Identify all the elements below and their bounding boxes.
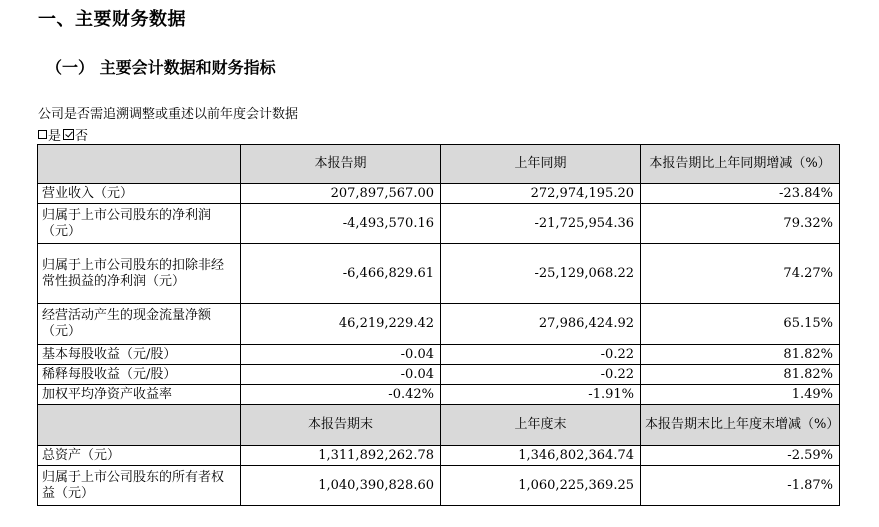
header-current-period: 本报告期 <box>241 145 441 184</box>
change-value: 81.82% <box>641 345 840 365</box>
checked-box-icon <box>63 129 74 140</box>
row-label: 归属于上市公司股东的扣除非经常性损益的净利润（元） <box>38 244 241 304</box>
row-label: 经营活动产生的现金流量净额（元） <box>38 304 241 345</box>
change-value: -1.87% <box>641 466 840 506</box>
header-period-end: 本报告期末 <box>241 405 441 446</box>
change-value: 74.27% <box>641 244 840 304</box>
change-value: 1.49% <box>641 385 840 405</box>
current-value: 1,040,390,828.60 <box>241 466 441 506</box>
table-row <box>38 365 840 385</box>
section-title: 一、主要财务数据 <box>38 9 186 30</box>
change-value: 79.32% <box>641 204 840 244</box>
previous-value: 1,060,225,369.25 <box>441 466 641 506</box>
table-row <box>38 446 840 466</box>
previous-value: -1.91% <box>441 385 641 405</box>
option-no-label: 否 <box>75 129 89 144</box>
current-value: 207,897,567.00 <box>241 184 441 204</box>
current-value: -4,493,570.16 <box>241 204 441 244</box>
row-label: 营业收入（元） <box>38 184 241 204</box>
previous-value: 27,986,424.92 <box>441 304 641 345</box>
row-label: 加权平均净资产收益率 <box>38 385 241 405</box>
subsection-title: （一） 主要会计数据和财务指标 <box>46 58 276 77</box>
restatement-question: 公司是否需追溯调整或重述以前年度会计数据 <box>38 107 299 122</box>
option-yes-label: 是 <box>48 129 62 144</box>
previous-value: -0.22 <box>441 345 641 365</box>
previous-value: 272,974,195.20 <box>441 184 641 204</box>
table-row <box>38 304 840 345</box>
previous-value: -25,129,068.22 <box>441 244 641 304</box>
table-row <box>38 385 840 405</box>
table-header-row <box>38 405 840 446</box>
row-label: 稀释每股收益（元/股） <box>38 365 241 385</box>
row-label: 总资产（元） <box>38 446 241 466</box>
previous-value: 1,346,802,364.74 <box>441 446 641 466</box>
header-change: 本报告期比上年同期增减（%） <box>641 145 840 184</box>
current-value: -0.04 <box>241 365 441 385</box>
table-header-row <box>38 145 840 184</box>
previous-value: -21,725,954.36 <box>441 204 641 244</box>
restatement-options <box>38 125 88 144</box>
change-value: 81.82% <box>641 365 840 385</box>
table-row <box>38 466 840 506</box>
current-value: 46,219,229.42 <box>241 304 441 345</box>
change-value: 65.15% <box>641 304 840 345</box>
table-row <box>38 204 840 244</box>
option-yes <box>38 125 61 144</box>
header-cell-blank <box>38 145 241 184</box>
row-label: 基本每股收益（元/股） <box>38 345 241 365</box>
table-row <box>38 184 840 204</box>
current-value: -6,466,829.61 <box>241 244 441 304</box>
current-value: 1,311,892,262.78 <box>241 446 441 466</box>
header-change: 本报告期末比上年度末增减（%） <box>641 405 840 446</box>
option-no <box>61 125 88 144</box>
change-value: -2.59% <box>641 446 840 466</box>
change-value: -23.84% <box>641 184 840 204</box>
header-previous-year-end: 上年度末 <box>441 405 641 446</box>
table-row <box>38 244 840 304</box>
current-value: -0.42% <box>241 385 441 405</box>
header-cell-blank <box>38 405 241 446</box>
header-previous-period: 上年同期 <box>441 145 641 184</box>
row-label: 归属于上市公司股东的所有者权益（元） <box>38 466 241 506</box>
current-value: -0.04 <box>241 345 441 365</box>
previous-value: -0.22 <box>441 365 641 385</box>
table-row <box>38 345 840 365</box>
financial-data-table <box>37 144 840 506</box>
unchecked-box-icon <box>38 130 47 139</box>
row-label: 归属于上市公司股东的净利润（元） <box>38 204 241 244</box>
